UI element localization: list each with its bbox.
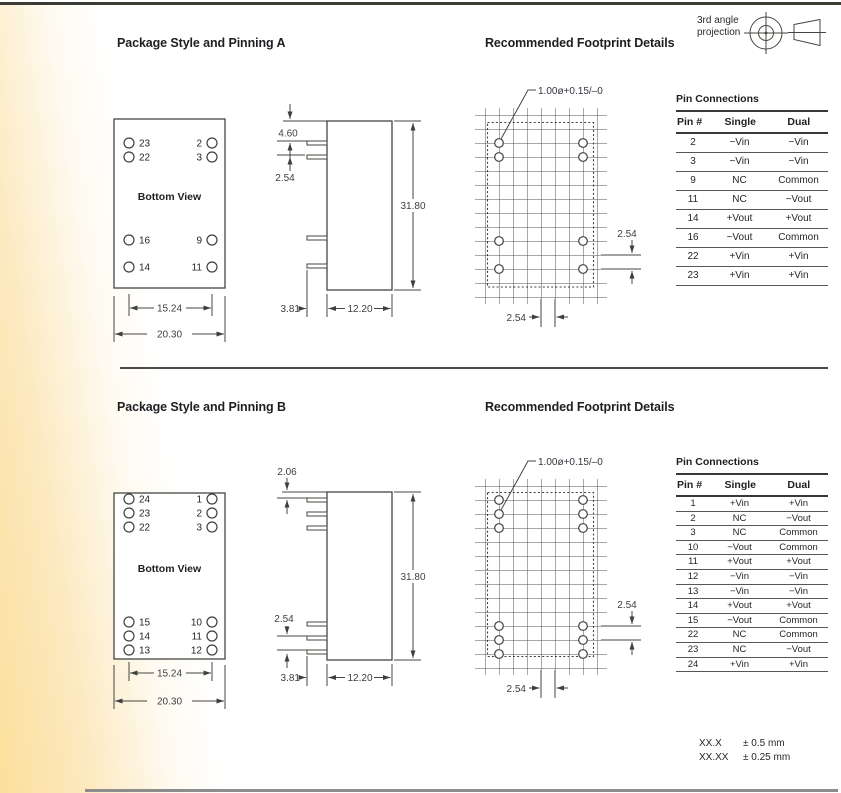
tolerance-format: XX.XX: [699, 752, 729, 763]
section-b-title: Package Style and Pinning B: [117, 400, 286, 414]
single-cell: −Vout: [726, 232, 753, 243]
pin-number-cell: 1: [690, 498, 696, 509]
tolerance-value: ± 0.5 mm: [743, 738, 785, 749]
table-row: [676, 512, 828, 527]
single-cell: NC: [732, 194, 747, 205]
table-row: [676, 229, 828, 248]
pin-number-cell: 23: [687, 270, 699, 281]
dual-cell: −Vout: [786, 512, 811, 524]
dual-cell: −Vout: [786, 643, 811, 655]
table-row: [676, 555, 828, 570]
dim-row-pitch: 2.54: [617, 600, 637, 611]
pin-number-cell: 23: [687, 643, 699, 655]
header-pin: Pin #: [677, 116, 703, 128]
table-row: [676, 248, 828, 267]
dual-cell: +Vin: [788, 658, 809, 670]
pin-number-cell: 22: [687, 629, 699, 641]
table-row: [676, 585, 828, 600]
dual-cell: +Vin: [788, 498, 809, 509]
table-row: [676, 267, 828, 286]
single-cell: +Vin: [729, 270, 750, 281]
pin-label: 12: [190, 645, 202, 657]
tolerance-row: [699, 751, 790, 765]
table-row: [676, 153, 828, 172]
pin-table-title: Pin Connections: [676, 93, 828, 112]
header-dual: Dual: [787, 479, 811, 491]
table-row: [676, 526, 828, 541]
single-cell: −Vout: [727, 541, 752, 553]
tolerance-value: ± 0.25 mm: [743, 752, 791, 763]
dual-cell: Common: [778, 175, 819, 186]
pin-table-header: [676, 112, 828, 134]
table-row: [676, 658, 828, 673]
table-row: [676, 210, 828, 229]
single-cell: NC: [732, 629, 747, 641]
dim-pin-len: 3.81: [280, 304, 300, 315]
table-row: [676, 599, 828, 614]
dual-cell: +Vout: [785, 213, 812, 224]
pin-label: 23: [139, 138, 151, 150]
bottom-view-label: Bottom View: [137, 191, 202, 203]
pin-number-cell: 13: [687, 585, 699, 597]
hole-callout: 1.00ø+0.15/–0: [538, 86, 603, 97]
bottom-view-b: [114, 493, 225, 709]
pin-number-cell: 22: [687, 251, 699, 262]
dim-pitch: 2.54: [275, 173, 295, 184]
pin-label: 10: [190, 617, 202, 629]
section-a-title: Package Style and Pinning A: [117, 36, 286, 50]
dim-depth: 12.20: [347, 304, 373, 315]
pin-label: 2: [196, 508, 202, 520]
dim-col-pitch: 2.54: [506, 684, 526, 695]
single-cell: −Vin: [729, 570, 750, 582]
single-cell: +Vin: [729, 498, 750, 509]
single-cell: +Vout: [727, 600, 752, 612]
table-row: [676, 643, 828, 658]
pin-number-cell: 16: [687, 232, 699, 243]
pin-label: 1: [196, 494, 202, 506]
dim-depth: 12.20: [347, 673, 373, 684]
single-cell: NC: [732, 175, 747, 186]
single-cell: NC: [732, 527, 747, 539]
single-cell: NC: [732, 643, 747, 655]
dim-body-width: 20.30: [156, 329, 183, 341]
single-cell: −Vin: [729, 156, 750, 167]
dim-pitch: 2.54: [274, 614, 294, 625]
side-view-a: [275, 104, 428, 317]
pin-number-cell: 9: [690, 175, 696, 186]
pin-number-cell: 15: [687, 614, 699, 626]
table-row: [676, 191, 828, 210]
projection-symbol: [744, 12, 826, 54]
dim-pin-span: 15.24: [156, 668, 183, 680]
pin-label: 14: [139, 262, 151, 274]
pin-number-cell: 11: [688, 556, 698, 568]
dual-cell: −Vout: [785, 194, 812, 205]
pin-number-cell: 14: [687, 213, 699, 224]
dual-cell: −Vin: [788, 137, 809, 148]
section-a-footprint-title: Recommended Footprint Details: [485, 36, 675, 50]
pin-label: 2: [196, 138, 202, 150]
pin-label: 11: [191, 262, 202, 274]
table-row: [676, 172, 828, 191]
pin-number-cell: 12: [687, 570, 699, 582]
tolerance-format: XX.X: [699, 738, 722, 749]
projection-note-line1: 3rd angle: [697, 15, 739, 26]
table-row: [676, 628, 828, 643]
footprint-b: [475, 457, 641, 698]
dim-body-width: 20.30: [156, 696, 183, 708]
dim-top: 2.06: [277, 467, 297, 478]
pin-number-cell: 24: [687, 658, 699, 670]
dim-col-pitch: 2.54: [506, 313, 526, 324]
pin-label: 22: [139, 522, 151, 534]
side-view-b: [274, 467, 428, 686]
dual-cell: +Vout: [786, 556, 811, 568]
dual-cell: −Vin: [788, 156, 809, 167]
projection-center-dot: [765, 32, 768, 35]
single-cell: −Vout: [727, 614, 752, 626]
dual-cell: Common: [779, 527, 818, 539]
pin-label: 13: [139, 645, 151, 657]
dual-cell: Common: [779, 541, 818, 553]
pin-number-cell: 2: [690, 137, 696, 148]
pin-label: 14: [139, 631, 151, 643]
dual-cell: +Vin: [788, 270, 809, 281]
bottom-view-a: [114, 119, 225, 342]
pin-number-cell: 2: [690, 512, 696, 524]
footprint-a: [475, 86, 641, 327]
single-cell: −Vin: [729, 585, 750, 597]
pin-label: 15: [139, 617, 151, 629]
pin-label: 3: [196, 152, 202, 164]
table-row: [676, 614, 828, 629]
dual-cell: Common: [779, 614, 818, 626]
dim-pin-len: 3.81: [280, 673, 300, 684]
single-cell: +Vout: [726, 213, 753, 224]
pin-label: 3: [196, 522, 202, 534]
table-row: [676, 570, 828, 585]
bottom-view-label: Bottom View: [137, 563, 202, 575]
hole-callout: 1.00ø+0.15/–0: [538, 457, 603, 468]
dim-length: 31.80: [400, 572, 426, 583]
pin-connections-table-b: [676, 456, 828, 672]
dual-cell: Common: [779, 629, 818, 641]
header-single: Single: [724, 479, 756, 491]
pin-number-cell: 3: [690, 156, 696, 167]
table-row: [676, 541, 828, 556]
dual-cell: Common: [778, 232, 819, 243]
pin-number-cell: 14: [687, 600, 699, 612]
header-dual: Dual: [787, 116, 811, 128]
header-single: Single: [724, 116, 756, 128]
dim-row-pitch: 2.54: [617, 229, 637, 240]
dim-top: 4.60: [278, 128, 298, 140]
dual-cell: +Vin: [788, 251, 809, 262]
single-cell: −Vin: [729, 137, 750, 148]
pin-label: 16: [139, 235, 151, 247]
pin-table-title: Pin Connections: [676, 456, 828, 475]
pin-connections-table-a: [676, 93, 828, 286]
pin-number-cell: 10: [687, 541, 699, 553]
dual-cell: −Vin: [788, 570, 809, 582]
dim-pin-span: 15.24: [156, 303, 183, 315]
section-b-footprint-title: Recommended Footprint Details: [485, 400, 675, 414]
tolerance-note: [699, 737, 790, 765]
pin-table-header: [676, 475, 828, 497]
table-row: [676, 134, 828, 153]
pin-label: 22: [139, 152, 151, 164]
single-cell: +Vout: [727, 556, 752, 568]
single-cell: +Vin: [729, 658, 750, 670]
dual-cell: −Vin: [788, 585, 809, 597]
tolerance-row: [699, 737, 790, 751]
pin-number-cell: 3: [690, 527, 696, 539]
pin-label: 24: [139, 494, 151, 506]
dual-cell: +Vout: [786, 600, 811, 612]
table-row: [676, 497, 828, 512]
single-cell: NC: [732, 512, 747, 524]
projection-note-line2: projection: [697, 27, 741, 38]
pin-number-cell: 11: [687, 194, 699, 205]
header-pin: Pin #: [677, 479, 703, 491]
pin-label: 23: [139, 508, 151, 520]
single-cell: +Vin: [729, 251, 750, 262]
dim-length: 31.80: [400, 201, 426, 212]
pin-label: 9: [196, 235, 202, 247]
pin-label: 11: [191, 631, 202, 643]
